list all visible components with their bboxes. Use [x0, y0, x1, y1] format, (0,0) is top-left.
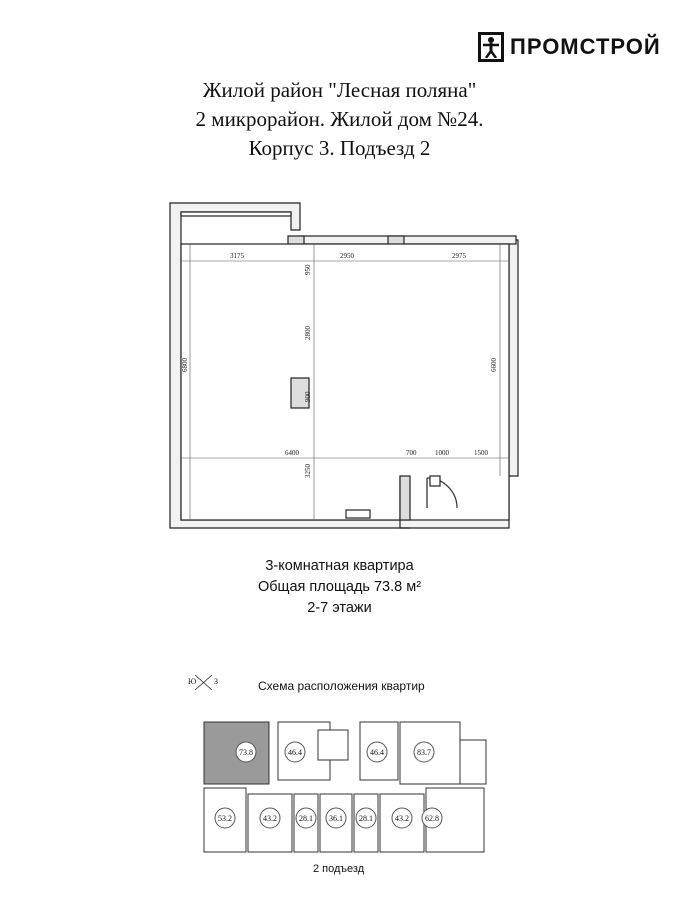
dim-label: 900 [304, 391, 312, 402]
apartment-area-label: 43.2 [263, 814, 277, 823]
entrance-label: 2 подъезд [313, 863, 365, 875]
logo-text: ПРОМСТРОЙ [510, 34, 661, 59]
dim-label: 6800 [181, 358, 189, 372]
dim-label: 2950 [340, 252, 354, 260]
apartment-area-label: 73.8 [239, 748, 253, 757]
dim-label: 1000 [435, 449, 449, 457]
dim-label: 3175 [230, 252, 244, 260]
dim-label: 2975 [452, 252, 466, 260]
apartment-area-label: 62.8 [425, 814, 439, 823]
apartment-area-label: 46.4 [288, 748, 302, 757]
apartment-area-label: 36.1 [329, 814, 343, 823]
compass-icon [188, 675, 218, 690]
dim-label: 6400 [285, 449, 299, 457]
compass-label-west: З [214, 677, 219, 686]
title-line-1: Жилой район "Лесная поляна" [202, 78, 477, 102]
apartment-type: 3-комнатная квартира [265, 558, 414, 574]
apartment-area-label: 43.2 [395, 814, 409, 823]
compass-label-south: Ю [188, 677, 197, 686]
apartment-area-label: 28.1 [299, 814, 313, 823]
scheme-title: Схема расположения квартир [258, 679, 425, 693]
dim-label: 700 [406, 449, 417, 457]
dim-label: 2800 [304, 326, 312, 340]
apartment-floors: 2-7 этажи [307, 600, 372, 616]
dim-label: 950 [304, 264, 312, 275]
apartment-area-label: 28.1 [359, 814, 373, 823]
dim-label: 6600 [490, 358, 498, 372]
apartment-area-label: 83.7 [417, 748, 431, 757]
apartment-area-label: 46.4 [370, 748, 384, 757]
title-line-3: Корпус 3. Подъезд 2 [248, 136, 431, 160]
dim-label: 1500 [474, 449, 488, 457]
apartment-area: Общая площадь 73.8 м² [257, 579, 422, 595]
dim-label: 3250 [304, 464, 312, 478]
title-line-2: 2 микрорайон. Жилой дом №24. [195, 107, 484, 131]
apartment-area-label: 53.2 [218, 814, 232, 823]
